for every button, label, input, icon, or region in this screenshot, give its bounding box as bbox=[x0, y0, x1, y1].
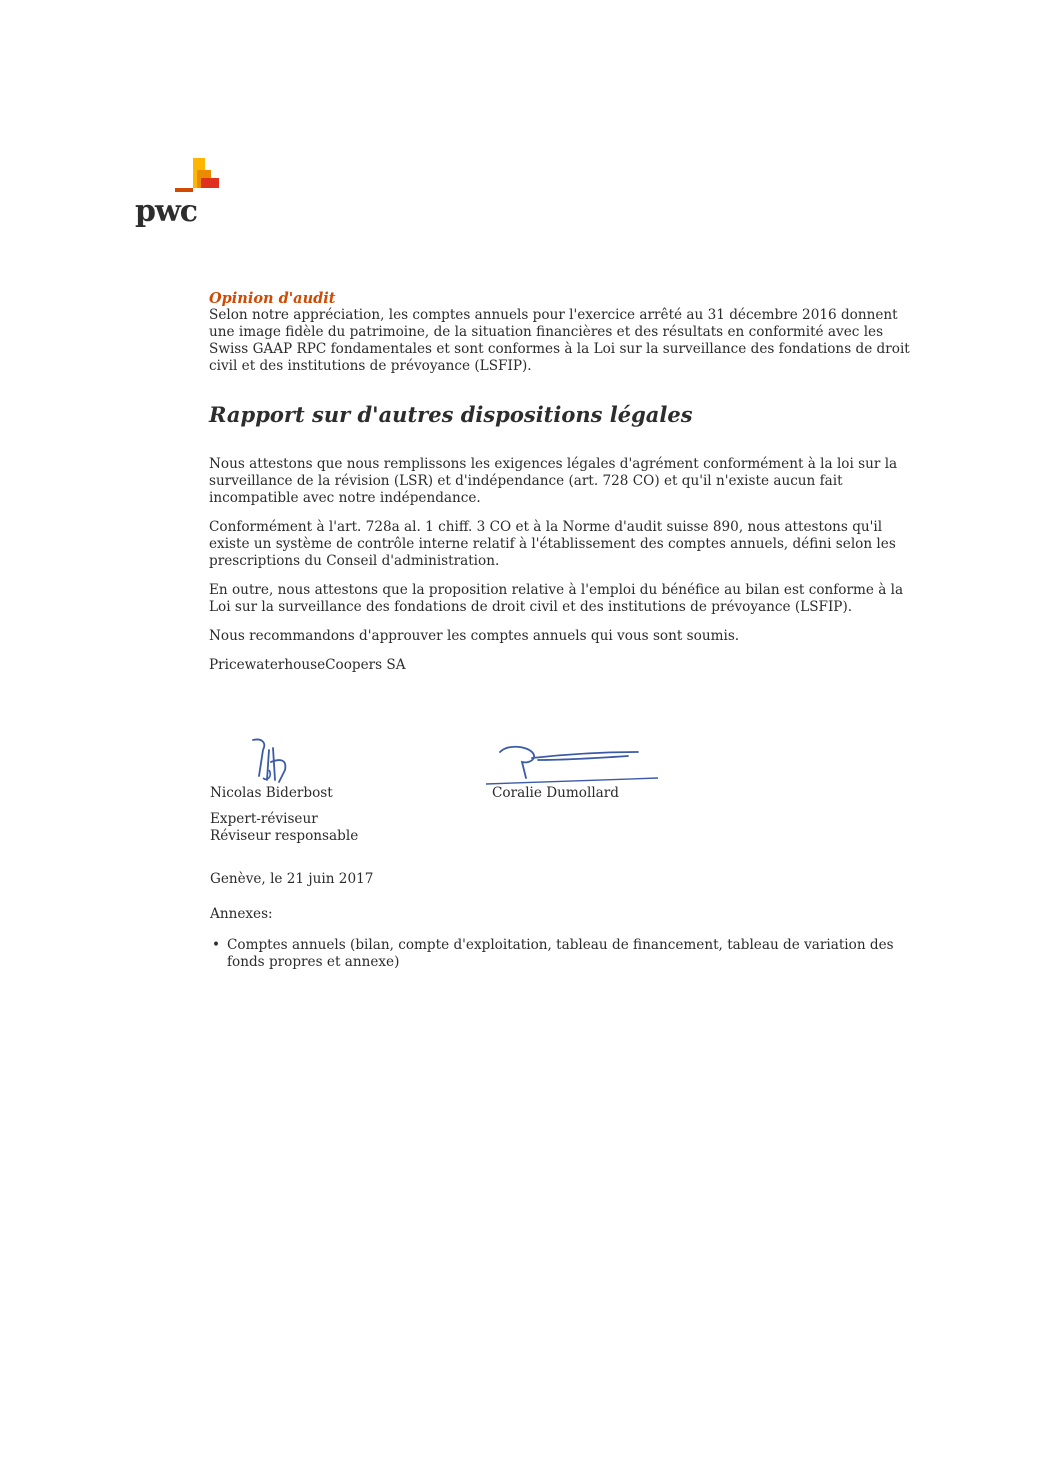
pwc-logo-wordmark: pwc bbox=[135, 194, 198, 229]
role-expert: Expert-réviseur bbox=[210, 811, 318, 827]
audit-opinion-text: Selon notre appréciation, les comptes annuels pour l'exercice arrêté au 31 décembre 2016 donnent une image fidèle du patrimoine, de la situation financières et des résultats en conformité avec les Swiss GAAP RPC fondamentales et sont conformes à la Loi sur la surveillance des fondations de droit civil et des institutions de prévoyance (LSFIP). bbox=[209, 307, 910, 374]
place-date: Genève, le 21 juin 2017 bbox=[210, 871, 374, 887]
legal-report-title: Rapport sur d'autres dispositions légales bbox=[209, 402, 693, 427]
report-body bbox=[209, 290, 911, 686]
signature-2-image bbox=[478, 730, 668, 790]
annexes-label: Annexes: bbox=[210, 906, 273, 922]
signature-block-1 bbox=[209, 730, 333, 801]
paragraph-profit-allocation: En outre, nous attestons que la proposition relative à l'emploi du bénéfice au bilan est conforme à la Loi sur la surveillance des fondations de droit civil et des institutions de prévoyance (LSFIP). bbox=[209, 582, 904, 615]
signatory-2-name: Coralie Dumollard bbox=[492, 785, 619, 801]
paragraph-independence: Nous attestons que nous remplissons les exigences légales d'agrément conformément à la loi sur la surveillance de la révision (LSR) et d'indépendance (art. 728 CO) et qu'il n'existe aucun fait incompatible avec notre indépendance. bbox=[209, 456, 898, 506]
signatory-roles bbox=[210, 811, 358, 845]
pwc-logo bbox=[135, 156, 230, 236]
signature-block-2 bbox=[478, 730, 668, 801]
signature-1-image bbox=[209, 730, 319, 790]
pwc-logo-mark bbox=[173, 156, 223, 192]
firm-name: PricewaterhouseCoopers SA bbox=[209, 657, 406, 673]
bullet-icon: • bbox=[212, 937, 221, 953]
role-responsible: Réviseur responsable bbox=[210, 828, 359, 844]
paragraph-recommendation: Nous recommandons d'approuver les comptes annuels qui vous sont soumis. bbox=[209, 628, 740, 644]
paragraph-internal-control: Conformément à l'art. 728a al. 1 chiff. 3 CO et à la Norme d'audit suisse 890, nous attestons qu'il existe un système de contrôle interne relatif à l'établissement des comptes annuels, défini selon les prescriptions du Conseil d'administration. bbox=[209, 519, 896, 569]
signatory-1-name: Nicolas Biderbost bbox=[210, 785, 333, 801]
annex-item-text: Comptes annuels (bilan, compte d'exploitation, tableau de financement, tableau de variation des fonds propres et annexe) bbox=[227, 937, 894, 970]
audit-opinion-heading: Opinion d'audit bbox=[209, 290, 336, 307]
annex-list bbox=[210, 937, 910, 971]
list-item bbox=[210, 937, 910, 971]
